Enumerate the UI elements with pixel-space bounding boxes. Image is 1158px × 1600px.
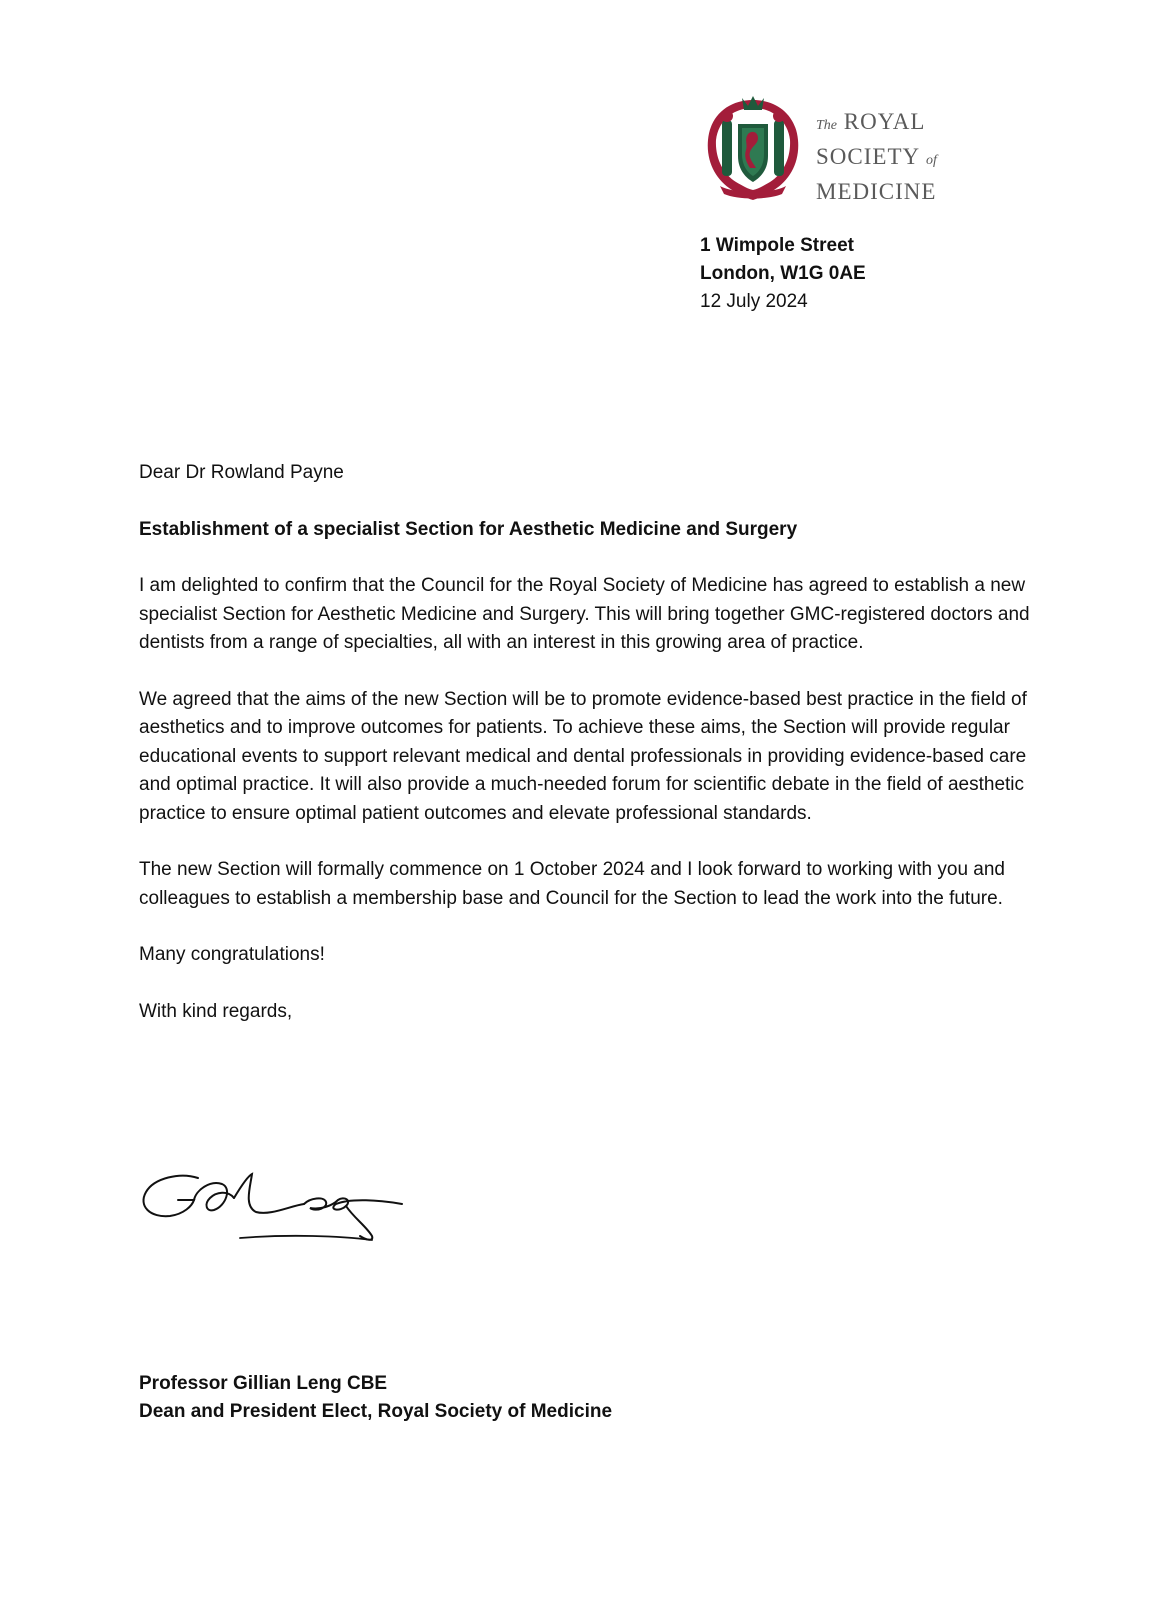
congratulations: Many congratulations! (139, 944, 325, 965)
address-block (700, 232, 866, 316)
address-city: London, W1G 0AE (700, 263, 866, 284)
signatory-block (139, 1370, 612, 1426)
letter-subject: Establishment of a specialist Section for Aesthetic Medicine and Surgery (139, 518, 798, 540)
closing: With kind regards, (139, 1000, 293, 1022)
letter-body (139, 459, 1039, 1054)
paragraph-2: We agreed that the aims of the new Section will be to promote evidence-based best practice in the field of aesthetics and to improve outcomes for patients. To achieve these aims, the Section will provide regular educational events to support relevant medical and dental professionals in providing evidence-based care and optimal practice. It will also provide a much-needed forum for scientific debate in the field of aesthetic practice to ensure optimal patient outcomes and elevate professional standards. (139, 688, 1027, 824)
letter-date: 12 July 2024 (700, 291, 808, 312)
paragraph-1: I am delighted to confirm that the Council for the Royal Society of Medicine has agreed to establish a new specialist Section for Aesthetic Medicine and Surgery. This will bring together GMC-registered doctors and dentists from a range of specialties, all with an interest in this growing area of practice. (139, 575, 1030, 653)
logo-wordmark: The ROYAL SOCIETY of MEDICINE (816, 109, 937, 204)
signatory-name: Professor Gillian Leng CBE (139, 1373, 388, 1394)
signatory-title: Dean and President Elect, Royal Society of Medicine (139, 1401, 613, 1422)
salutation: Dear Dr Rowland Payne (139, 462, 344, 483)
rsm-crest-icon (698, 94, 808, 202)
handwritten-signature (140, 1170, 420, 1260)
rsm-logo (698, 94, 938, 204)
address-street: 1 Wimpole Street (700, 235, 854, 256)
paragraph-3: The new Section will formally commence on 1 October 2024 and I look forward to working with you and colleagues to establish a membership base and Council for the Section to lead the work into the future. (139, 859, 1005, 909)
